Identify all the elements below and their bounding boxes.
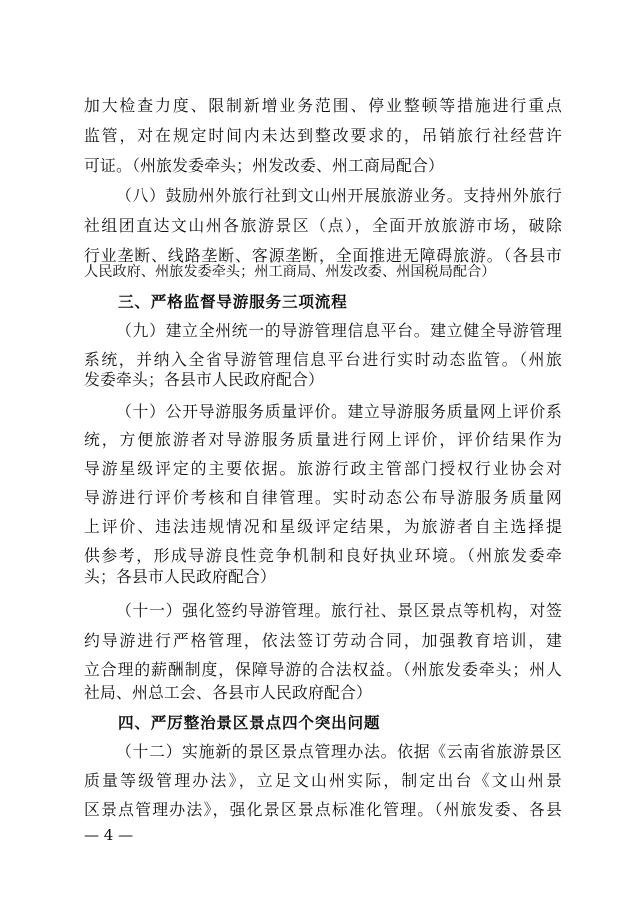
text-line: 约导游进行严格管理，依法签订劳动合同，加强教育培训，建: [84, 631, 562, 650]
text-line: （十一）强化签约导游管理。旅行社、景区景点等机构，对签: [116, 601, 562, 620]
text-line: 上评价、违法违规情况和星级评定结果，为旅游者自主选择提: [84, 517, 562, 536]
section-heading: 三、严格监督导游服务三项流程: [118, 293, 348, 311]
text-line: （九）建立全州统一的导游管理信息平台。建立健全导游管理: [116, 321, 562, 340]
text-line: 社局、州总工会、各县市人民政府配合）: [84, 683, 372, 702]
text-line: 人民政府、州旅发委牵头；州工商局、州发改委、州国税局配合）: [84, 264, 496, 280]
text-line: 质量等级管理办法》，立足文山州实际，制定出台《文山州景: [84, 771, 562, 790]
text-line: 头；各县市人民政府配合）: [84, 567, 276, 586]
text-line: 加大检查力度、限制新增业务范围、停业整顿等措施进行重点: [84, 96, 562, 115]
text-line: 统，方便旅游者对导游服务质量进行网上评价，评价结果作为: [84, 430, 562, 449]
text-line: 行业垄断、线路垄断、客源垄断，全面推进无障碍旅游。（各县市: [84, 246, 562, 265]
text-line: 导游星级评定的主要依据。旅游行政主管部门授权行业协会对: [84, 459, 562, 478]
section-heading: 四、严厉整治景区景点四个突出问题: [118, 714, 381, 732]
text-line: 导游进行评价考核和自律管理。实时动态公布导游服务质量网: [84, 488, 562, 507]
text-line: 供参考，形成导游良性竞争机制和良好执业环境。（州旅发委牵: [84, 546, 562, 565]
page-number: — 4 —: [84, 826, 134, 844]
text-line: 发委牵头；各县市人民政府配合）: [84, 370, 324, 389]
text-line: 社组团直达文山州各旅游景区（点），全面开放旅游市场，破除: [84, 216, 562, 235]
text-line: 可证。（州旅发委牵头；州发改委、州工商局配合）: [84, 156, 445, 175]
text-line: 系统，并纳入全省导游管理信息平台进行实时动态监管。（州旅: [84, 350, 562, 369]
text-line: 监管，对在规定时间内未达到整改要求的，吊销旅行社经营许: [84, 126, 562, 145]
text-line: 区景点管理办法》，强化景区景点标准化管理。（州旅发委、各县: [84, 800, 562, 819]
text-line: （十）公开导游服务质量评价。建立导游服务质量网上评价系: [116, 402, 562, 421]
text-line: 立合理的薪酬制度，保障导游的合法权益。（州旅发委牵头；州人: [84, 660, 562, 679]
text-line: （十二）实施新的景区景点管理办法。依据《云南省旅游景区: [116, 742, 562, 761]
text-line: （八）鼓励州外旅行社到文山州开展旅游业务。支持州外旅行: [116, 186, 562, 205]
